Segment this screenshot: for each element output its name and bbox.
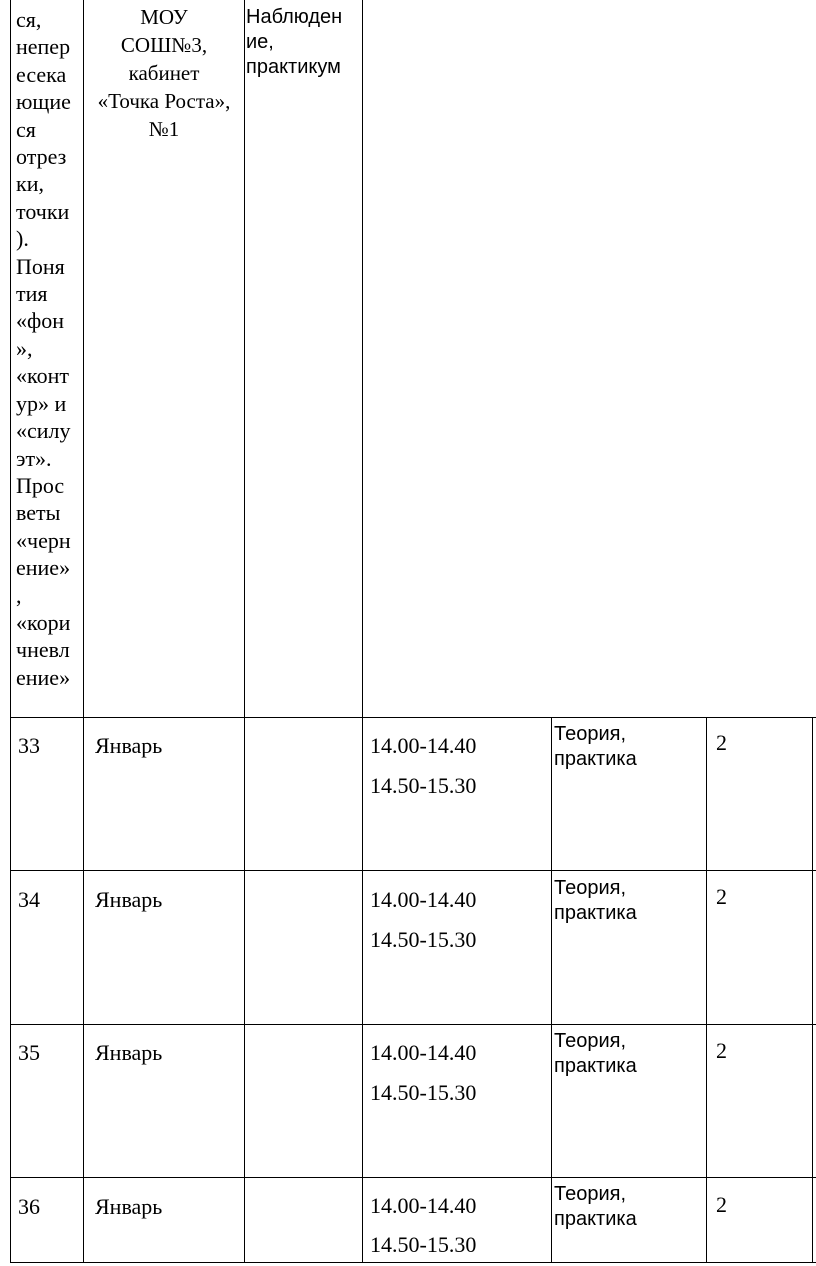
row-lesson-form: Теория, практика: [554, 1183, 637, 1230]
row-time-first: 14.00-14.40: [370, 733, 477, 758]
table-line-v3: [362, 717, 363, 1263]
row-lesson-form: Теория, практика: [554, 877, 637, 924]
row-month: Январь: [95, 1040, 163, 1065]
row-time-second: 14.50-15.30: [370, 1080, 477, 1105]
table-line-h3: [10, 1177, 816, 1178]
table-line-v6: [812, 717, 813, 1263]
topic-fragment-text: ся, непер есека ющие ся отрез ки, точки ). Поня тия «фон », «конт ур» и «силу эт». Прос веты «черн ение» , «кори чневл ение»: [16, 7, 71, 690]
row-number: 33: [18, 733, 40, 758]
row-time-first: 14.00-14.40: [370, 1040, 477, 1065]
top-border-col2: [244, 0, 245, 718]
top-border-left: [10, 0, 11, 718]
top-border-col3: [362, 0, 363, 718]
row-lesson-form: Теория, практика: [554, 723, 637, 770]
table-line-v2: [244, 717, 245, 1263]
table-line-h1: [10, 870, 816, 871]
row-hours: 2: [716, 1192, 727, 1217]
row-hours: 2: [716, 730, 727, 755]
row-time-second: 14.50-15.30: [370, 773, 477, 798]
row-lesson-form: Теория, практика: [554, 1030, 637, 1077]
table-line-v1: [83, 717, 84, 1263]
row-month: Январь: [95, 733, 163, 758]
table-line-v0: [10, 717, 11, 1263]
row-number: 34: [18, 887, 40, 912]
row-number: 35: [18, 1040, 40, 1065]
table-line-v5: [706, 717, 707, 1263]
location-text: МОУ СОШ№3, кабинет «Точка Роста», №1: [97, 5, 231, 141]
row-month: Январь: [95, 1194, 163, 1219]
row-month: Январь: [95, 887, 163, 912]
row-hours: 2: [716, 884, 727, 909]
row-number: 36: [18, 1194, 40, 1219]
row-time-first: 14.00-14.40: [370, 1193, 477, 1218]
control-form-text: Наблюден ие, практикум: [246, 6, 343, 78]
row-time-second: 14.50-15.30: [370, 927, 477, 952]
row-hours: 2: [716, 1038, 727, 1063]
table-line-h2: [10, 1024, 816, 1025]
row-time-first: 14.00-14.40: [370, 887, 477, 912]
table-line-h0: [10, 717, 816, 718]
row-time-second: 14.50-15.30: [370, 1232, 477, 1257]
table-line-v4: [551, 717, 552, 1263]
